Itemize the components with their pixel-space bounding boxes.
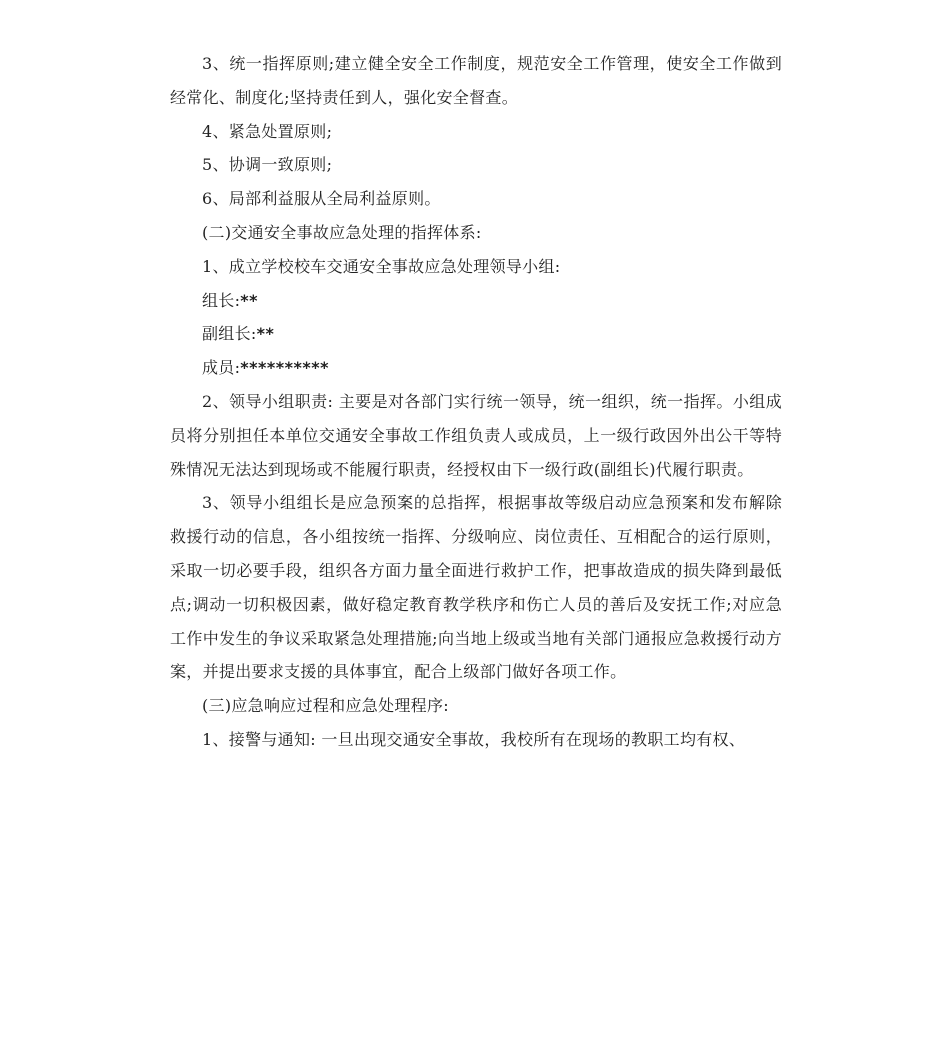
paragraph-group-duties: 2、领导小组职责: 主要是对各部门实行统一领导，统一组织，统一指挥。小组成员将分别担任本单位交通安全事故工作组负责人或成员，上一级行政因外出公干等特殊情况无法达到现场或不能履行职责，经授权由下一级行政(副组长)代履行职责。 xyxy=(170,391,782,479)
section-heading-response-process: (三)应急响应过程和应急处理程序: xyxy=(202,696,449,716)
members-label: 成员: xyxy=(202,358,241,378)
deputy-leader-line xyxy=(170,317,782,351)
leader-label: 组长: xyxy=(202,290,241,310)
paragraph-alarm-notification: 1、接警与通知: 一旦出现交通安全事故，我校所有在现场的教职工均有权、 xyxy=(202,729,746,749)
deputy-leader-value: ** xyxy=(256,324,275,344)
paragraph-principle-5: 5、协调一致原则; xyxy=(202,155,333,175)
paragraph-leadership-group: 1、成立学校校车交通安全事故应急处理领导小组: xyxy=(202,256,561,276)
paragraph-principle-3: 3、统一指挥原则;建立健全安全工作制度，规范安全工作管理，使安全工作做到经常化、制度化;坚持责任到人，强化安全督查。 xyxy=(170,54,782,107)
leader-line xyxy=(170,284,782,318)
members-line xyxy=(170,351,782,385)
members-value: ********** xyxy=(240,358,329,378)
paragraph-principle-4: 4、紧急处置原则; xyxy=(202,121,333,141)
paragraph-group-leader-role: 3、领导小组组长是应急预案的总指挥，根据事故等级启动应急预案和发布解除救援行动的信息，各小组按统一指挥、分级响应、岗位责任、互相配合的运行原则，采取一切必要手段，组织各方面力量全面进行救护工作，把事故造成的损失降到最低点;调动一切积极因素，做好稳定教育教学秩序和伤亡人员的善后及安抚工作;对应急工作中发生的争议采取紧急处理措施;向当地上级或当地有关部门通报应急救援行动方案，并提出要求支援的具体事宜，配合上级部门做好各项工作。 xyxy=(170,493,782,682)
section-heading-command-system: (二)交通安全事故应急处理的指挥体系: xyxy=(202,222,482,242)
paragraph-principle-6: 6、局部利益服从全局利益原则。 xyxy=(202,189,441,209)
document-page xyxy=(170,47,782,757)
deputy-leader-label: 副组长: xyxy=(202,324,257,344)
leader-value: ** xyxy=(240,290,259,310)
